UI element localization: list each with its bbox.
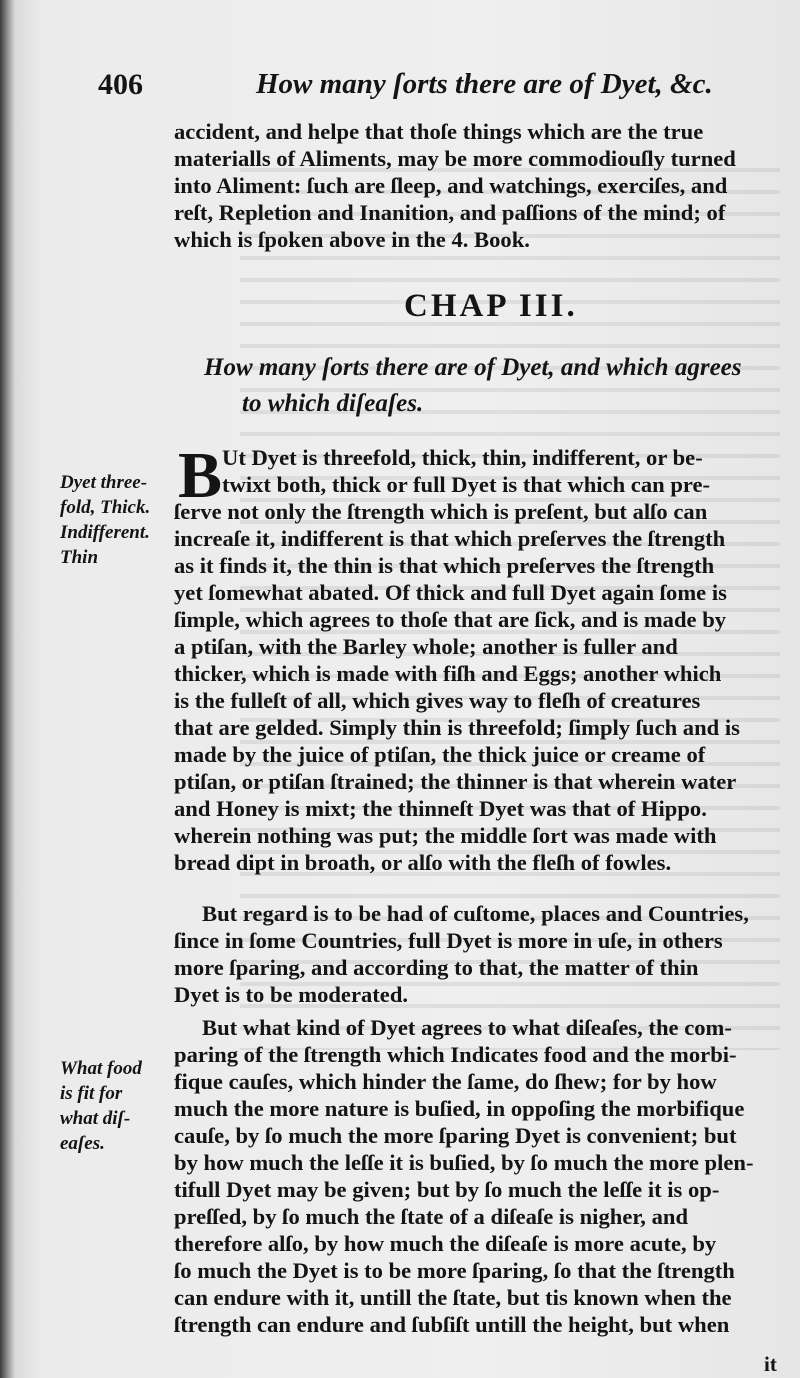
text-line: paring of the ſtrength which Indicates food and the morbi- — [174, 1042, 737, 1067]
chapter-subtitle-line: How many ſorts there are of Dyet, and which agrees — [204, 354, 742, 381]
margin-note-line: what diſ- — [60, 1108, 131, 1129]
text-line: more ſparing, and according to that, the matter of thin — [174, 955, 699, 980]
text-line: accident, and helpe that thoſe things which are the true — [174, 119, 704, 144]
page-number: 406 — [98, 68, 143, 101]
text-line: ſo much the Dyet is to be more ſparing, ſo that the ſtrength — [174, 1258, 735, 1283]
text-line: ſimple, which agrees to thoſe that are ſick, and is made by — [174, 607, 727, 632]
text-line: ſerve not only the ſtrength which is preſent, but alſo can — [174, 499, 708, 524]
text-line: Ut Dyet is threefold, thick, thin, indifferent, or be- — [222, 445, 703, 470]
chapter-subtitle-line: to which diſeaſes. — [242, 390, 424, 417]
text-line: therefore alſo, by how much the diſeaſe is more acute, by — [174, 1231, 717, 1256]
text-line: increaſe it, indifferent is that which preſerves the ſtrength — [174, 526, 726, 551]
margin-note-line: is fit for — [60, 1083, 123, 1104]
text-line: reſt, Repletion and Inanition, and paſſions of the mind; of — [174, 200, 726, 225]
text-line: can endure with it, untill the ſtate, but tis known when the — [174, 1285, 732, 1310]
opening-paragraph — [174, 118, 784, 253]
text-line: which is ſpoken above in the 4. Book. — [174, 227, 530, 252]
margin-note-line: Dyet three- — [60, 472, 148, 493]
chapter-subtitle — [204, 350, 742, 422]
text-line: cauſe, by ſo much the more ſparing Dyet is convenient; but — [174, 1123, 737, 1148]
text-line: by how much the leſſe it is buſied, by ſo much the more plen- — [174, 1150, 754, 1175]
text-line: ptiſan, or ptiſan ſtrained; the thinner is that wherein water — [174, 769, 737, 794]
text-line: that are gelded. Simply thin is threefold; ſimply ſuch and is — [174, 715, 740, 740]
paragraph-1 — [174, 439, 784, 876]
margin-note-line: eaſes. — [60, 1133, 105, 1154]
text-line: But what kind of Dyet agrees to what diſeaſes, the com- — [202, 1015, 732, 1040]
text-line: preſſed, by ſo much the ſtate of a diſeaſe is nigher, and — [174, 1204, 689, 1229]
catchword: it — [764, 1352, 777, 1376]
text-line: twixt both, thick or full Dyet is that which can pre- — [222, 472, 711, 497]
text-line: bread dipt in broath, or alſo with the fleſh of fowles. — [174, 850, 672, 875]
text-line: fique cauſes, which hinder the ſame, do ſhew; for by how — [174, 1069, 717, 1094]
text-line: ſince in ſome Countries, full Dyet is more in uſe, in others — [174, 928, 723, 953]
page-header — [98, 68, 788, 108]
text-line: wherein nothing was put; the middle ſort was made with — [174, 823, 717, 848]
text-line: much the more nature is buſied, in oppoſing the morbifique — [174, 1096, 745, 1121]
text-line: yet ſomewhat abated. Of thick and full Dyet again ſome is — [174, 580, 727, 605]
text-line: materialls of Aliments, may be more commodiouſly turned — [174, 146, 736, 171]
margin-note-dyet-kinds — [60, 470, 172, 570]
margin-note-line: Indifferent. — [60, 522, 150, 543]
text-line: made by the juice of ptiſan, the thick juice or creame of — [174, 742, 706, 767]
text-line: But regard is to be had of cuſtome, places and Countries, — [202, 901, 749, 926]
page-binding-shadow — [0, 0, 14, 1378]
running-title: How many ſorts there are of Dyet, &c. — [256, 68, 713, 100]
margin-note-food-fit — [60, 1056, 172, 1156]
text-line: into Aliment: ſuch are ſleep, and watchings, exerciſes, and — [174, 173, 728, 198]
text-line: as it finds it, the thin is that which preſerves the ſtrength — [174, 553, 715, 578]
margin-note-line: What food — [60, 1058, 142, 1079]
drop-cap: B — [178, 439, 223, 512]
text-line: Dyet is to be moderated. — [174, 982, 409, 1007]
margin-note-line: Thin — [60, 547, 99, 568]
text-line: ſtrength can endure and ſubſiſt untill the height, but when — [174, 1312, 730, 1337]
text-line: and Honey is mixt; the thinneſt Dyet was that of Hippo. — [174, 796, 707, 821]
paragraph-2 — [174, 900, 784, 1008]
text-line: thicker, which is made with fiſh and Eggs; another which — [174, 661, 722, 686]
paragraph-3 — [174, 1014, 784, 1338]
margin-note-line: fold, Thick. — [60, 497, 151, 518]
text-line: tifull Dyet may be given; but by ſo much the leſſe it is op- — [174, 1177, 720, 1202]
chapter-title: CHAP III. — [404, 288, 578, 324]
text-line: a ptiſan, with the Barley whole; another is fuller and — [174, 634, 678, 659]
text-line: is the fulleſt of all, which gives way to fleſh of creatures — [174, 688, 701, 713]
